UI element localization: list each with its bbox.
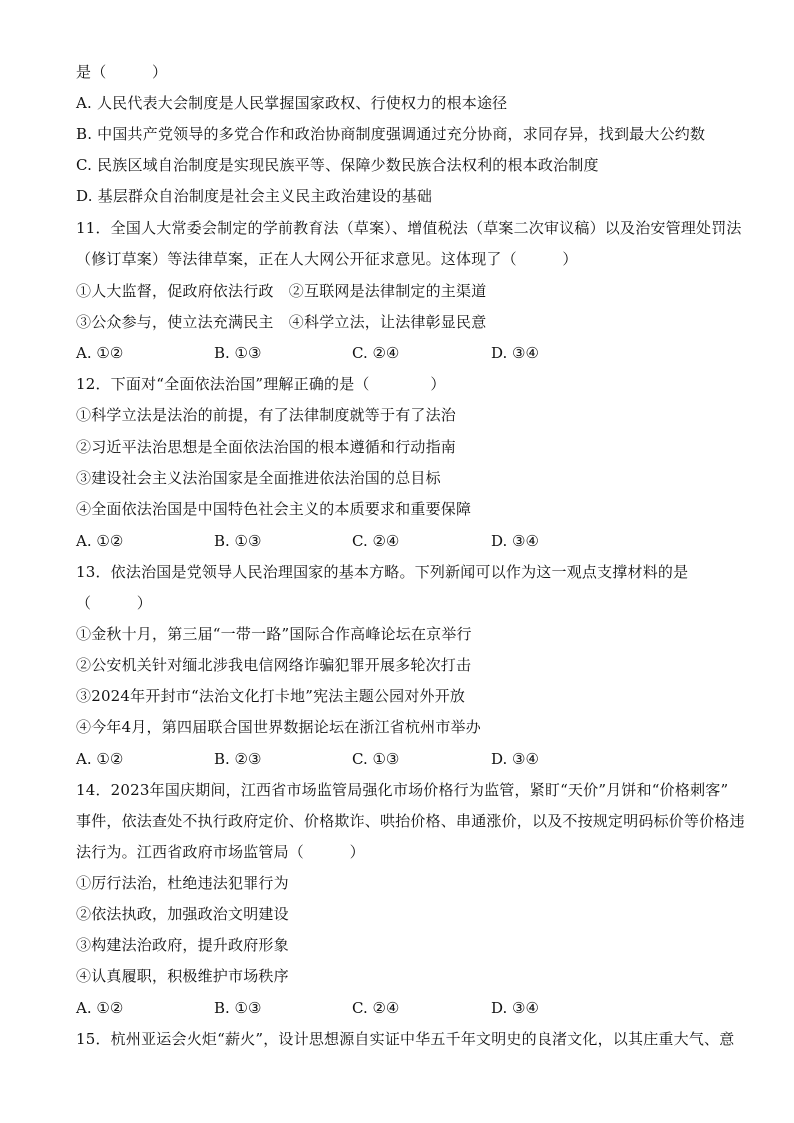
q11-choice-d: D. ③④ [491, 344, 539, 362]
q10-option-b: B. 中国共产党领导的多党合作和政治协商制度强调通过充分协商，求同存异，找到最大公约数 [76, 125, 706, 143]
q11-item-2: ③公众参与，使立法充满民主 ④科学立法，让法律彰显民意 [76, 313, 487, 331]
q14-choice-d: D. ③④ [491, 999, 539, 1017]
q11-stem-line-2: （修订草案）等法律草案，正在人大网公开征求意见。这体现了（ ） [76, 250, 578, 268]
q14-choice-a: A. ①② [76, 999, 124, 1017]
q13-item-4: ④今年4月，第四届联合国世界数据论坛在浙江省杭州市举办 [76, 718, 481, 736]
q11-stem-line-1: 11．全国人大常委会制定的学前教育法（草案）、增值税法（草案二次审议稿）以及治安管理处罚法 [76, 219, 742, 237]
q12-item-4: ④全面依法治国是中国特色社会主义的本质要求和重要保障 [76, 500, 472, 518]
q11-item-1: ①人大监督，促政府依法行政 ②互联网是法律制定的主渠道 [76, 282, 487, 300]
q14-stem-line-1: 14．2023年国庆期间，江西省市场监管局强化市场价格行为监管，紧盯“天价”月饼和“价格刺客” [76, 781, 729, 799]
q12-stem: 12．下面对“全面依法治国”理解正确的是（ ） [76, 375, 446, 393]
q10-option-a: A. 人民代表大会制度是人民掌握国家政权、行使权力的根本途径 [76, 94, 508, 112]
q11-choice-a: A. ①② [76, 344, 124, 362]
q12-choice-b: B. ①③ [214, 532, 262, 550]
q12-item-2: ②习近平法治思想是全面依法治国的根本遵循和行动指南 [76, 438, 457, 456]
q11-choice-b: B. ①③ [214, 344, 262, 362]
q13-item-2: ②公安机关针对缅北涉我电信网络诈骗犯罪开展多轮次打击 [76, 656, 472, 674]
q13-item-3: ③2024年开封市“法治文化打卡地”宪法主题公园对外开放 [76, 687, 466, 705]
q14-item-1: ①厉行法治，杜绝违法犯罪行为 [76, 874, 289, 892]
q15-stem-line-1: 15．杭州亚运会火炬“薪火”，设计思想源自实证中华五千年文明史的良渚文化，以其庄重大气、意 [76, 1030, 735, 1048]
q14-stem-line-3: 法行为。江西省政府市场监管局（ ） [76, 843, 365, 861]
q10-option-c: C. 民族区域自治制度是实现民族平等、保障少数民族合法权利的根本政治制度 [76, 156, 599, 174]
q13-item-1: ①金秋十月，第三届“一带一路”国际合作高峰论坛在京举行 [76, 625, 472, 643]
q12-choice-a: A. ①② [76, 532, 124, 550]
q12-choice-d: D. ③④ [491, 532, 539, 550]
q13-choice-c: C. ①③ [352, 750, 400, 768]
q14-choice-b: B. ①③ [214, 999, 262, 1017]
q14-choice-c: C. ②④ [352, 999, 400, 1017]
q14-item-2: ②依法执政，加强政治文明建设 [76, 905, 289, 923]
q13-choice-a: A. ①② [76, 750, 124, 768]
q13-stem-line-1: 13．依法治国是党领导人民治理国家的基本方略。下列新闻可以作为这一观点支撑材料的是 [76, 563, 689, 581]
q12-choice-c: C. ②④ [352, 532, 400, 550]
q12-item-1: ①科学立法是法治的前提，有了法律制度就等于有了法治 [76, 406, 457, 424]
q12-item-3: ③建设社会主义法治国家是全面推进依法治国的总目标 [76, 469, 441, 487]
q11-choice-c: C. ②④ [352, 344, 400, 362]
q13-choice-b: B. ②③ [214, 750, 262, 768]
q14-stem-line-2: 事件，依法查处不执行政府定价、价格欺诈、哄抬价格、串通涨价，以及不按规定明码标价等价格违 [76, 812, 745, 830]
q14-item-4: ④认真履职，积极维护市场秩序 [76, 967, 289, 985]
q14-item-3: ③构建法治政府，提升政府形象 [76, 936, 289, 954]
q10-stem-end: 是（ ） [76, 63, 168, 81]
q13-choice-d: D. ③④ [491, 750, 539, 768]
q10-option-d: D. 基层群众自治制度是社会主义民主政治建设的基础 [76, 187, 433, 205]
q13-stem-line-2: （ ） [76, 594, 153, 612]
